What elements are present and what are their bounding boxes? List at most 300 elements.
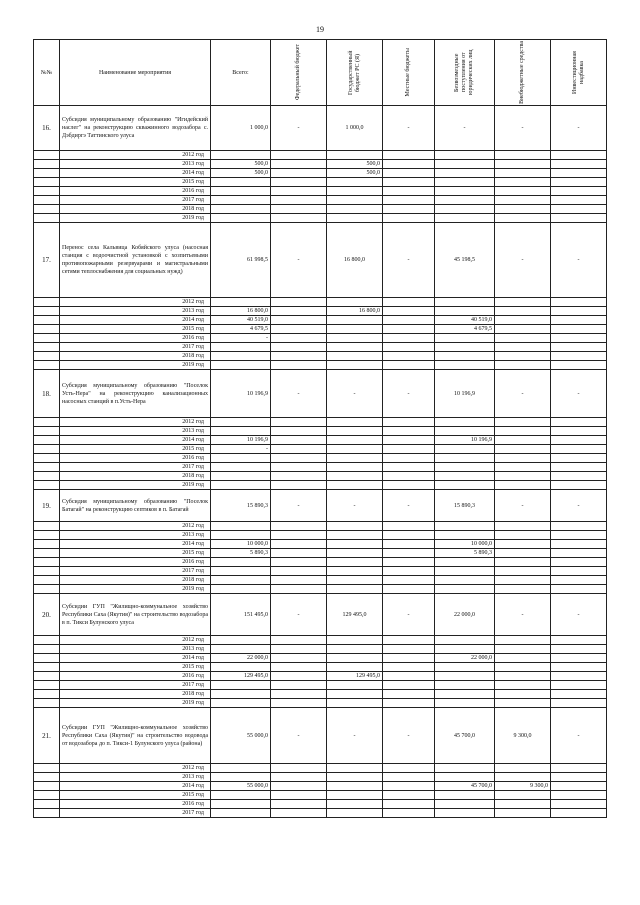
year-row	[34, 445, 607, 454]
year-label: 2017 год	[60, 681, 211, 690]
year-label: 2015 год	[60, 663, 211, 672]
year-own	[495, 663, 551, 672]
year-total	[211, 463, 271, 472]
measure-total: 55 000,0	[211, 708, 271, 764]
year-grants	[435, 298, 495, 307]
year-total	[211, 681, 271, 690]
year-own	[495, 522, 551, 531]
year-total: 10 196,9	[211, 436, 271, 445]
measure-total: 15 890,3	[211, 490, 271, 522]
year-row	[34, 585, 607, 594]
year-own	[495, 343, 551, 352]
year-num-cell	[34, 427, 60, 436]
year-invest	[551, 196, 607, 205]
year-own	[495, 585, 551, 594]
year-total: 500,0	[211, 160, 271, 169]
year-local	[383, 773, 435, 782]
year-invest	[551, 690, 607, 699]
year-state	[327, 540, 383, 549]
year-grants	[435, 645, 495, 654]
year-label: 2016 год	[60, 558, 211, 567]
year-invest	[551, 663, 607, 672]
year-label: 2018 год	[60, 576, 211, 585]
measure-row	[34, 490, 607, 522]
year-num-cell	[34, 325, 60, 334]
year-row	[34, 427, 607, 436]
year-own	[495, 214, 551, 223]
year-invest	[551, 654, 607, 663]
year-federal	[271, 445, 327, 454]
year-state	[327, 472, 383, 481]
year-local	[383, 791, 435, 800]
year-num-cell	[34, 178, 60, 187]
year-num-cell	[34, 699, 60, 708]
year-total	[211, 800, 271, 809]
measure-row	[34, 370, 607, 418]
measure-state: 1 000,0	[327, 106, 383, 151]
year-label: 2016 год	[60, 187, 211, 196]
year-state	[327, 699, 383, 708]
year-total	[211, 343, 271, 352]
year-state: 500,0	[327, 160, 383, 169]
year-invest	[551, 445, 607, 454]
year-row	[34, 672, 607, 681]
year-invest	[551, 681, 607, 690]
year-federal	[271, 151, 327, 160]
measure-local: -	[383, 106, 435, 151]
year-total	[211, 576, 271, 585]
year-state	[327, 325, 383, 334]
measure-federal: -	[271, 708, 327, 764]
year-local	[383, 361, 435, 370]
year-row	[34, 169, 607, 178]
year-num-cell	[34, 585, 60, 594]
year-local	[383, 436, 435, 445]
year-state	[327, 663, 383, 672]
year-grants: 10 196,9	[435, 436, 495, 445]
year-label: 2018 год	[60, 205, 211, 214]
year-federal	[271, 585, 327, 594]
year-total: -	[211, 334, 271, 343]
year-row	[34, 531, 607, 540]
measure-number: 18.	[34, 370, 60, 418]
year-invest	[551, 782, 607, 791]
year-grants	[435, 567, 495, 576]
measure-number: 21.	[34, 708, 60, 764]
year-num-cell	[34, 791, 60, 800]
year-own	[495, 645, 551, 654]
year-label: 2014 год	[60, 782, 211, 791]
year-state	[327, 352, 383, 361]
year-federal	[271, 325, 327, 334]
year-own	[495, 681, 551, 690]
year-own	[495, 436, 551, 445]
year-total	[211, 773, 271, 782]
year-federal	[271, 472, 327, 481]
year-own	[495, 418, 551, 427]
year-label: 2019 год	[60, 699, 211, 708]
year-label: 2014 год	[60, 436, 211, 445]
year-own	[495, 463, 551, 472]
year-federal	[271, 418, 327, 427]
year-num-cell	[34, 307, 60, 316]
year-total	[211, 214, 271, 223]
measure-grants: 15 890,3	[435, 490, 495, 522]
year-num-cell	[34, 445, 60, 454]
year-local	[383, 151, 435, 160]
year-own	[495, 454, 551, 463]
year-row	[34, 472, 607, 481]
year-label: 2012 год	[60, 522, 211, 531]
year-num-cell	[34, 531, 60, 540]
year-invest	[551, 531, 607, 540]
measure-state: -	[327, 490, 383, 522]
measure-grants: 45 198,5	[435, 223, 495, 298]
year-grants	[435, 672, 495, 681]
year-local	[383, 585, 435, 594]
year-grants	[435, 773, 495, 782]
year-local	[383, 343, 435, 352]
year-own	[495, 576, 551, 585]
year-invest	[551, 567, 607, 576]
year-invest	[551, 764, 607, 773]
year-grants	[435, 169, 495, 178]
measure-local: -	[383, 490, 435, 522]
measure-grants: 10 196,9	[435, 370, 495, 418]
year-federal	[271, 567, 327, 576]
year-federal	[271, 681, 327, 690]
year-federal	[271, 436, 327, 445]
year-state	[327, 791, 383, 800]
year-row	[34, 636, 607, 645]
year-federal	[271, 809, 327, 818]
year-num-cell	[34, 567, 60, 576]
year-state	[327, 418, 383, 427]
year-grants	[435, 636, 495, 645]
year-invest	[551, 522, 607, 531]
year-num-cell	[34, 361, 60, 370]
year-invest	[551, 214, 607, 223]
measure-grants: -	[435, 106, 495, 151]
year-grants	[435, 531, 495, 540]
year-row	[34, 463, 607, 472]
year-total: 55 000,0	[211, 782, 271, 791]
year-grants: 45 700,0	[435, 782, 495, 791]
col-federal-header: Федеральный бюджет	[271, 40, 327, 106]
year-federal	[271, 636, 327, 645]
year-own	[495, 699, 551, 708]
year-federal	[271, 531, 327, 540]
measure-name: Субсидия муниципальному образованию "Игидейский наслег" на реконструкцию скважинного водозабора с. Дэбдиргэ Таттинского улуса	[60, 106, 211, 151]
year-invest	[551, 549, 607, 558]
year-label: 2019 год	[60, 585, 211, 594]
year-grants	[435, 214, 495, 223]
measure-grants: 22 000,0	[435, 594, 495, 636]
year-state	[327, 645, 383, 654]
year-invest	[551, 773, 607, 782]
year-invest	[551, 361, 607, 370]
year-total: -	[211, 445, 271, 454]
year-federal	[271, 672, 327, 681]
year-row	[34, 558, 607, 567]
year-federal	[271, 178, 327, 187]
year-invest	[551, 481, 607, 490]
year-label: 2013 год	[60, 307, 211, 316]
year-total	[211, 454, 271, 463]
year-row	[34, 178, 607, 187]
year-local	[383, 169, 435, 178]
year-grants: 22 000,0	[435, 654, 495, 663]
year-total	[211, 636, 271, 645]
measure-own: -	[495, 490, 551, 522]
year-num-cell	[34, 645, 60, 654]
year-row	[34, 334, 607, 343]
year-grants	[435, 585, 495, 594]
col-name-header: Наименование мероприятия	[60, 40, 211, 106]
year-num-cell	[34, 214, 60, 223]
year-local	[383, 690, 435, 699]
year-label: 2017 год	[60, 343, 211, 352]
year-federal	[271, 187, 327, 196]
year-row	[34, 764, 607, 773]
year-federal	[271, 169, 327, 178]
year-label: 2015 год	[60, 549, 211, 558]
year-total	[211, 187, 271, 196]
year-invest	[551, 585, 607, 594]
year-own	[495, 187, 551, 196]
year-invest	[551, 540, 607, 549]
year-grants	[435, 791, 495, 800]
year-total	[211, 531, 271, 540]
year-federal	[271, 800, 327, 809]
year-invest	[551, 418, 607, 427]
year-federal	[271, 699, 327, 708]
year-own	[495, 654, 551, 663]
year-label: 2018 год	[60, 472, 211, 481]
year-label: 2012 год	[60, 764, 211, 773]
year-num-cell	[34, 681, 60, 690]
year-local	[383, 531, 435, 540]
year-total	[211, 645, 271, 654]
year-federal	[271, 298, 327, 307]
year-label: 2015 год	[60, 178, 211, 187]
year-own	[495, 690, 551, 699]
measure-name: Субсидии ГУП "Жилищно-коммунальное хозяйство Республики Саха (Якутия)" на строительство водовода от водозабора до п. Тикси-1 Булунского улуса (района)	[60, 708, 211, 764]
year-invest	[551, 436, 607, 445]
year-federal	[271, 645, 327, 654]
year-label: 2012 год	[60, 298, 211, 307]
year-state	[327, 187, 383, 196]
year-state	[327, 558, 383, 567]
year-state	[327, 436, 383, 445]
year-total	[211, 481, 271, 490]
year-local	[383, 549, 435, 558]
year-own	[495, 325, 551, 334]
year-label: 2016 год	[60, 454, 211, 463]
year-num-cell	[34, 436, 60, 445]
year-grants	[435, 463, 495, 472]
year-grants	[435, 334, 495, 343]
year-federal	[271, 427, 327, 436]
year-state	[327, 549, 383, 558]
year-num-cell	[34, 334, 60, 343]
measure-federal: -	[271, 223, 327, 298]
year-invest	[551, 809, 607, 818]
year-state	[327, 567, 383, 576]
year-local	[383, 636, 435, 645]
year-total	[211, 427, 271, 436]
year-num-cell	[34, 576, 60, 585]
year-own	[495, 334, 551, 343]
year-total	[211, 522, 271, 531]
year-row	[34, 307, 607, 316]
year-row	[34, 160, 607, 169]
year-state	[327, 427, 383, 436]
year-federal	[271, 558, 327, 567]
year-label: 2018 год	[60, 690, 211, 699]
measure-total: 1 000,0	[211, 106, 271, 151]
year-total	[211, 361, 271, 370]
year-total	[211, 764, 271, 773]
year-state	[327, 214, 383, 223]
measure-name: Субсидия муниципальному образованию "Поселок Усть-Нера" на реконструкцию канализационных насосных станций в п.Усть-Нера	[60, 370, 211, 418]
col-grants-header: Безвозмездные поступления от юридических лиц	[435, 40, 495, 106]
year-state	[327, 531, 383, 540]
year-federal	[271, 522, 327, 531]
measure-row	[34, 223, 607, 298]
year-total	[211, 699, 271, 708]
year-row	[34, 567, 607, 576]
year-state	[327, 316, 383, 325]
year-row	[34, 791, 607, 800]
year-label: 2016 год	[60, 672, 211, 681]
year-total: 10 000,0	[211, 540, 271, 549]
year-federal	[271, 316, 327, 325]
year-state	[327, 454, 383, 463]
year-local	[383, 298, 435, 307]
year-local	[383, 307, 435, 316]
year-grants	[435, 196, 495, 205]
year-num-cell	[34, 463, 60, 472]
year-invest	[551, 699, 607, 708]
year-total	[211, 178, 271, 187]
year-state	[327, 576, 383, 585]
year-num-cell	[34, 481, 60, 490]
year-federal	[271, 454, 327, 463]
year-row	[34, 343, 607, 352]
measure-total: 61 998,5	[211, 223, 271, 298]
year-local	[383, 196, 435, 205]
year-total	[211, 690, 271, 699]
year-total: 5 890,3	[211, 549, 271, 558]
year-state	[327, 764, 383, 773]
year-local	[383, 472, 435, 481]
year-local	[383, 540, 435, 549]
year-invest	[551, 343, 607, 352]
year-local	[383, 645, 435, 654]
year-grants	[435, 663, 495, 672]
year-row	[34, 522, 607, 531]
year-own	[495, 764, 551, 773]
year-grants	[435, 160, 495, 169]
year-row	[34, 690, 607, 699]
year-grants	[435, 800, 495, 809]
year-local	[383, 454, 435, 463]
year-invest	[551, 352, 607, 361]
col-local-header: Местные бюджеты	[383, 40, 435, 106]
year-label: 2015 год	[60, 445, 211, 454]
year-grants	[435, 187, 495, 196]
year-local	[383, 352, 435, 361]
measure-number: 19.	[34, 490, 60, 522]
year-invest	[551, 178, 607, 187]
year-own	[495, 196, 551, 205]
year-state	[327, 654, 383, 663]
year-row	[34, 436, 607, 445]
year-grants	[435, 361, 495, 370]
year-state: 129 495,0	[327, 672, 383, 681]
year-local	[383, 809, 435, 818]
year-local	[383, 681, 435, 690]
measure-state: 129 495,0	[327, 594, 383, 636]
year-row	[34, 361, 607, 370]
year-local	[383, 214, 435, 223]
year-invest	[551, 187, 607, 196]
year-own	[495, 531, 551, 540]
header-row	[34, 40, 607, 106]
year-grants	[435, 481, 495, 490]
year-federal	[271, 307, 327, 316]
year-local	[383, 160, 435, 169]
year-invest	[551, 160, 607, 169]
year-num-cell	[34, 343, 60, 352]
year-federal	[271, 361, 327, 370]
year-row	[34, 214, 607, 223]
year-num-cell	[34, 654, 60, 663]
year-row	[34, 325, 607, 334]
year-state	[327, 636, 383, 645]
year-own	[495, 298, 551, 307]
year-label: 2015 год	[60, 325, 211, 334]
year-federal	[271, 773, 327, 782]
year-label: 2016 год	[60, 800, 211, 809]
year-own	[495, 169, 551, 178]
year-federal	[271, 764, 327, 773]
year-local	[383, 522, 435, 531]
year-grants	[435, 352, 495, 361]
year-row	[34, 699, 607, 708]
year-state	[327, 334, 383, 343]
year-federal	[271, 214, 327, 223]
measure-name: Субсидия муниципальному образованию "Поселок Батагай" на реконструкцию септиков в п. Батагай	[60, 490, 211, 522]
year-state	[327, 361, 383, 370]
year-invest	[551, 205, 607, 214]
year-own	[495, 445, 551, 454]
measure-invest: -	[551, 106, 607, 151]
year-local	[383, 654, 435, 663]
year-own	[495, 791, 551, 800]
year-own: 9 300,0	[495, 782, 551, 791]
year-row	[34, 782, 607, 791]
year-grants: 5 890,3	[435, 549, 495, 558]
year-own	[495, 472, 551, 481]
year-total	[211, 585, 271, 594]
year-federal	[271, 481, 327, 490]
measure-name: Субсидии ГУП "Жилищно-коммунальное хозяйство Республики Саха (Якутия)" на строительство водозабора в п. Тикси Булунского улуса	[60, 594, 211, 636]
year-total	[211, 151, 271, 160]
measure-invest: -	[551, 708, 607, 764]
year-grants	[435, 445, 495, 454]
